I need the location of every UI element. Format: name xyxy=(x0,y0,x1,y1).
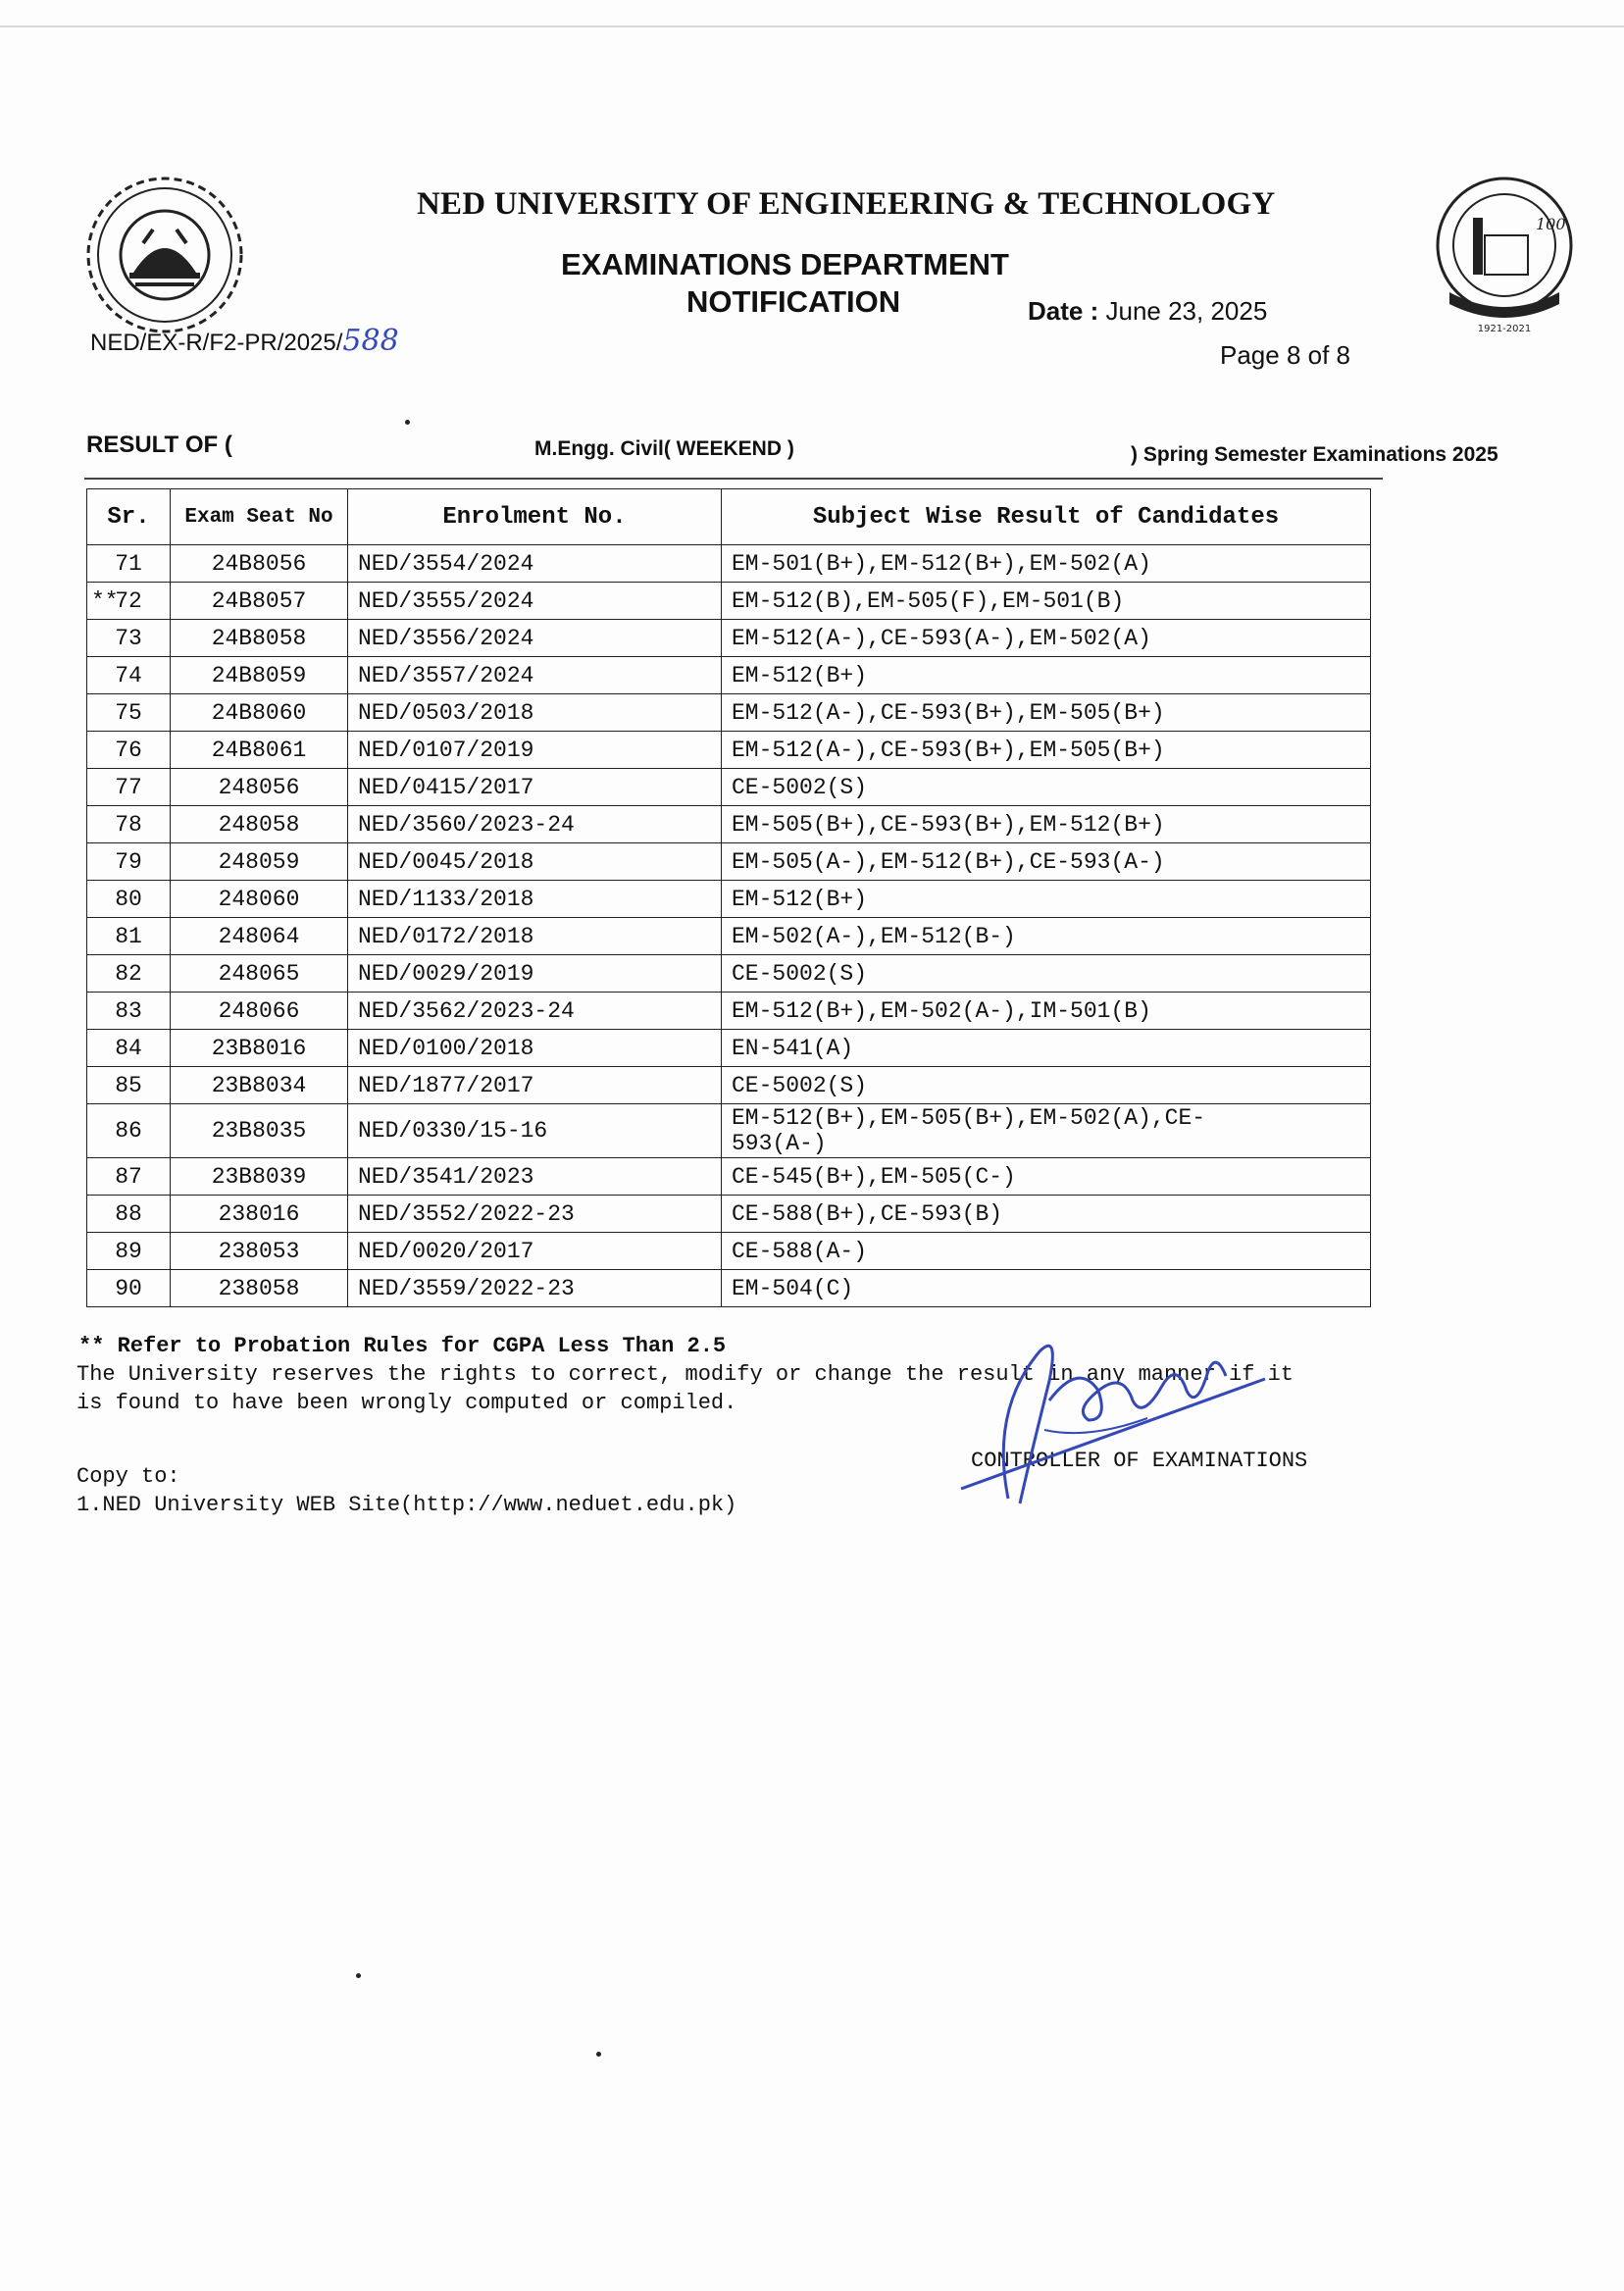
notice-date xyxy=(1028,296,1267,327)
cell-exam-seat: 24B8060 xyxy=(171,694,348,732)
subject-result-text: EM-502(A-),EM-512(B-) xyxy=(732,923,1016,949)
table-row xyxy=(87,1233,1371,1270)
subject-result-text: EM-512(B+) xyxy=(732,662,868,688)
cell-enrolment: NED/3555/2024 xyxy=(348,583,722,620)
table-row xyxy=(87,1030,1371,1067)
cell-enrolment: NED/0045/2018 xyxy=(348,843,722,881)
subject-result-text: EN-541(A) xyxy=(732,1035,854,1061)
cell-subject-result xyxy=(722,1104,1371,1158)
subject-result-text: CE-5002(S) xyxy=(732,774,868,800)
cell-exam-seat: 248060 xyxy=(171,881,348,918)
date-label: Date : xyxy=(1028,296,1099,326)
cell-enrolment: NED/1133/2018 xyxy=(348,881,722,918)
cell-exam-seat: 24B8056 xyxy=(171,545,348,583)
subject-result-text: EM-512(A-),CE-593(B+),EM-505(B+) xyxy=(732,699,1165,726)
subject-result-text: CE-545(B+),EM-505(C-) xyxy=(732,1163,1016,1190)
subject-result-text: EM-512(B+),EM-505(B+),EM-502(A),CE-593(A-) xyxy=(732,1105,1206,1156)
col-enrolment: Enrolment No. xyxy=(348,489,722,545)
cell-enrolment: NED/0172/2018 xyxy=(348,918,722,955)
result-of-label: RESULT OF ( xyxy=(86,432,232,458)
semester-label: ) Spring Semester Examinations 2025 xyxy=(1131,443,1498,466)
cell-exam-seat: 248056 xyxy=(171,769,348,806)
cell-sr xyxy=(87,657,171,694)
subject-result-text: CE-5002(S) xyxy=(732,960,868,987)
cell-subject-result xyxy=(722,1158,1371,1196)
cell-enrolment: NED/0107/2019 xyxy=(348,732,722,769)
subject-result-text: EM-512(B+) xyxy=(732,886,868,912)
table-row xyxy=(87,1158,1371,1196)
cell-sr xyxy=(87,1067,171,1104)
table-row xyxy=(87,993,1371,1030)
subject-result-text: CE-588(A-) xyxy=(732,1238,868,1264)
scan-top-edge xyxy=(0,25,1624,27)
cell-subject-result xyxy=(722,843,1371,881)
sr-number: 89 xyxy=(115,1238,142,1264)
cell-sr xyxy=(87,1030,171,1067)
cell-sr xyxy=(87,806,171,843)
sr-number: 79 xyxy=(115,848,142,875)
department-title: EXAMINATIONS DEPARTMENT xyxy=(561,247,1009,281)
cell-sr xyxy=(87,694,171,732)
cell-enrolment: NED/0415/2017 xyxy=(348,769,722,806)
centenary-years: 1921-2021 xyxy=(1477,324,1532,334)
cell-exam-seat: 238058 xyxy=(171,1270,348,1307)
reference-handwritten-number: 588 xyxy=(342,324,399,358)
cell-subject-result xyxy=(722,583,1371,620)
cell-subject-result xyxy=(722,545,1371,583)
cell-sr xyxy=(87,881,171,918)
cell-exam-seat: 248059 xyxy=(171,843,348,881)
table-row xyxy=(87,694,1371,732)
cell-enrolment: NED/1877/2017 xyxy=(348,1067,722,1104)
reference-prefix: NED/EX-R/F2-PR/2025/ xyxy=(90,330,343,356)
sr-number: 71 xyxy=(115,550,142,577)
cell-subject-result xyxy=(722,955,1371,993)
sr-number: 75 xyxy=(115,699,142,726)
cell-subject-result xyxy=(722,620,1371,657)
subject-result-text: EM-505(A-),EM-512(B+),CE-593(A-) xyxy=(732,848,1165,875)
disclaimer-line-1: The University reserves the rights to correct, modify or change the result in any manner if it xyxy=(76,1362,1294,1387)
cell-exam-seat: 23B8035 xyxy=(171,1104,348,1158)
table-row xyxy=(87,955,1371,993)
cell-sr xyxy=(87,620,171,657)
cell-enrolment: NED/3557/2024 xyxy=(348,657,722,694)
sr-number: 82 xyxy=(115,960,142,987)
cell-subject-result xyxy=(722,1030,1371,1067)
table-row xyxy=(87,1196,1371,1233)
sr-number: 80 xyxy=(115,886,142,912)
cell-subject-result xyxy=(722,769,1371,806)
cell-enrolment: NED/0330/15-16 xyxy=(348,1104,722,1158)
cell-sr xyxy=(87,1233,171,1270)
table-row xyxy=(87,881,1371,918)
date-value: June 23, 2025 xyxy=(1105,296,1268,326)
sr-number: 74 xyxy=(115,662,142,688)
cell-enrolment: NED/3559/2022-23 xyxy=(348,1270,722,1307)
table-header-row xyxy=(87,489,1371,545)
cell-enrolment: NED/3541/2023 xyxy=(348,1158,722,1196)
disclaimer-line-2: is found to have been wrongly computed or compiled. xyxy=(76,1391,737,1415)
scan-speck xyxy=(405,420,410,425)
cell-sr xyxy=(87,583,171,620)
cell-exam-seat: 248065 xyxy=(171,955,348,993)
subject-result-text: CE-5002(S) xyxy=(732,1072,868,1098)
cell-enrolment: NED/3562/2023-24 xyxy=(348,993,722,1030)
cell-enrolment: NED/0503/2018 xyxy=(348,694,722,732)
sr-number: 85 xyxy=(115,1072,142,1098)
notification-title: NOTIFICATION xyxy=(686,284,901,319)
subject-result-text: EM-512(B),EM-505(F),EM-501(B) xyxy=(732,587,1125,614)
col-subject-result: Subject Wise Result of Candidates xyxy=(722,489,1371,545)
cell-exam-seat: 23B8016 xyxy=(171,1030,348,1067)
cell-sr xyxy=(87,955,171,993)
col-exam-seat: Exam Seat No xyxy=(171,489,348,545)
sr-number: 84 xyxy=(115,1035,142,1061)
cell-subject-result xyxy=(722,657,1371,694)
scan-speck xyxy=(596,2052,601,2057)
cell-sr xyxy=(87,1196,171,1233)
cell-subject-result xyxy=(722,694,1371,732)
sr-number: 81 xyxy=(115,923,142,949)
subject-result-text: EM-512(A-),CE-593(B+),EM-505(B+) xyxy=(732,737,1165,763)
probation-note: ** Refer to Probation Rules for CGPA Less Than 2.5 xyxy=(78,1334,727,1358)
table-row xyxy=(87,806,1371,843)
cell-exam-seat: 24B8061 xyxy=(171,732,348,769)
cell-exam-seat: 248066 xyxy=(171,993,348,1030)
cell-sr xyxy=(87,1158,171,1196)
cell-sr xyxy=(87,545,171,583)
table-row xyxy=(87,732,1371,769)
reference-number xyxy=(90,324,399,358)
cell-enrolment: NED/3556/2024 xyxy=(348,620,722,657)
copy-to-website: 1.NED University WEB Site(http://www.neduet.edu.pk) xyxy=(76,1493,737,1517)
cell-subject-result xyxy=(722,806,1371,843)
cell-sr xyxy=(87,769,171,806)
table-row xyxy=(87,657,1371,694)
results-table xyxy=(86,488,1371,1307)
cell-subject-result xyxy=(722,1067,1371,1104)
cell-enrolment: NED/0029/2019 xyxy=(348,955,722,993)
sr-number: 73 xyxy=(115,625,142,651)
cell-subject-result xyxy=(722,918,1371,955)
scan-speck xyxy=(356,1973,361,1978)
sr-number: 78 xyxy=(115,811,142,838)
table-row xyxy=(87,769,1371,806)
cell-exam-seat: 248058 xyxy=(171,806,348,843)
cell-subject-result xyxy=(722,1196,1371,1233)
cell-exam-seat: 24B8057 xyxy=(171,583,348,620)
ned-centenary-logo xyxy=(1430,175,1579,339)
table-row xyxy=(87,918,1371,955)
cell-exam-seat: 23B8034 xyxy=(171,1067,348,1104)
table-row xyxy=(87,620,1371,657)
table-row xyxy=(87,843,1371,881)
sr-number: 76 xyxy=(115,737,142,763)
cell-exam-seat: 238053 xyxy=(171,1233,348,1270)
col-sr: Sr. xyxy=(87,489,171,545)
cell-sr xyxy=(87,1270,171,1307)
cell-subject-result xyxy=(722,881,1371,918)
table-row xyxy=(87,1104,1371,1158)
cell-sr xyxy=(87,843,171,881)
subject-result-text: EM-505(B+),CE-593(B+),EM-512(B+) xyxy=(732,811,1165,838)
cell-exam-seat: 23B8039 xyxy=(171,1158,348,1196)
sr-number: 83 xyxy=(115,997,142,1024)
centenary-number: 100 xyxy=(1536,215,1566,233)
page-number: Page 8 of 8 xyxy=(1220,340,1350,370)
cell-sr xyxy=(87,732,171,769)
sr-number: 90 xyxy=(115,1275,142,1301)
sr-number: 72 xyxy=(115,587,142,614)
subject-result-text: CE-588(B+),CE-593(B) xyxy=(732,1200,1003,1227)
cell-subject-result xyxy=(722,732,1371,769)
cell-exam-seat: 238016 xyxy=(171,1196,348,1233)
cell-exam-seat: 248064 xyxy=(171,918,348,955)
subject-result-text: EM-504(C) xyxy=(732,1275,854,1301)
cell-exam-seat: 24B8059 xyxy=(171,657,348,694)
course-name: M.Engg. Civil( WEEKEND ) xyxy=(534,437,794,460)
cell-sr xyxy=(87,918,171,955)
cell-subject-result xyxy=(722,993,1371,1030)
subject-result-text: EM-512(A-),CE-593(A-),EM-502(A) xyxy=(732,625,1151,651)
cell-subject-result xyxy=(722,1233,1371,1270)
subject-result-text: EM-512(B+),EM-502(A-),IM-501(B) xyxy=(732,997,1151,1024)
cell-enrolment: NED/3560/2023-24 xyxy=(348,806,722,843)
header-rule xyxy=(84,478,1383,480)
table-row xyxy=(87,545,1371,583)
probation-flag: ** xyxy=(91,587,119,614)
sr-number: 87 xyxy=(115,1163,142,1190)
cell-enrolment: NED/3554/2024 xyxy=(348,545,722,583)
sr-number: 77 xyxy=(115,774,142,800)
ned-university-logo xyxy=(84,175,245,335)
university-title: NED UNIVERSITY OF ENGINEERING & TECHNOLOGY xyxy=(417,186,1276,222)
sr-number: 88 xyxy=(115,1200,142,1227)
cell-enrolment: NED/3552/2022-23 xyxy=(348,1196,722,1233)
cell-sr xyxy=(87,993,171,1030)
table-row xyxy=(87,583,1371,620)
table-row xyxy=(87,1067,1371,1104)
copy-to-label: Copy to: xyxy=(76,1464,180,1489)
sr-number: 86 xyxy=(115,1118,142,1144)
subject-result-text: EM-501(B+),EM-512(B+),EM-502(A) xyxy=(732,550,1151,577)
cell-enrolment: NED/0020/2017 xyxy=(348,1233,722,1270)
controller-signature xyxy=(951,1293,1275,1518)
cell-sr xyxy=(87,1104,171,1158)
controller-title: CONTROLLER OF EXAMINATIONS xyxy=(971,1449,1308,1473)
table-body xyxy=(87,545,1371,1307)
cell-exam-seat: 24B8058 xyxy=(171,620,348,657)
cell-enrolment: NED/0100/2018 xyxy=(348,1030,722,1067)
